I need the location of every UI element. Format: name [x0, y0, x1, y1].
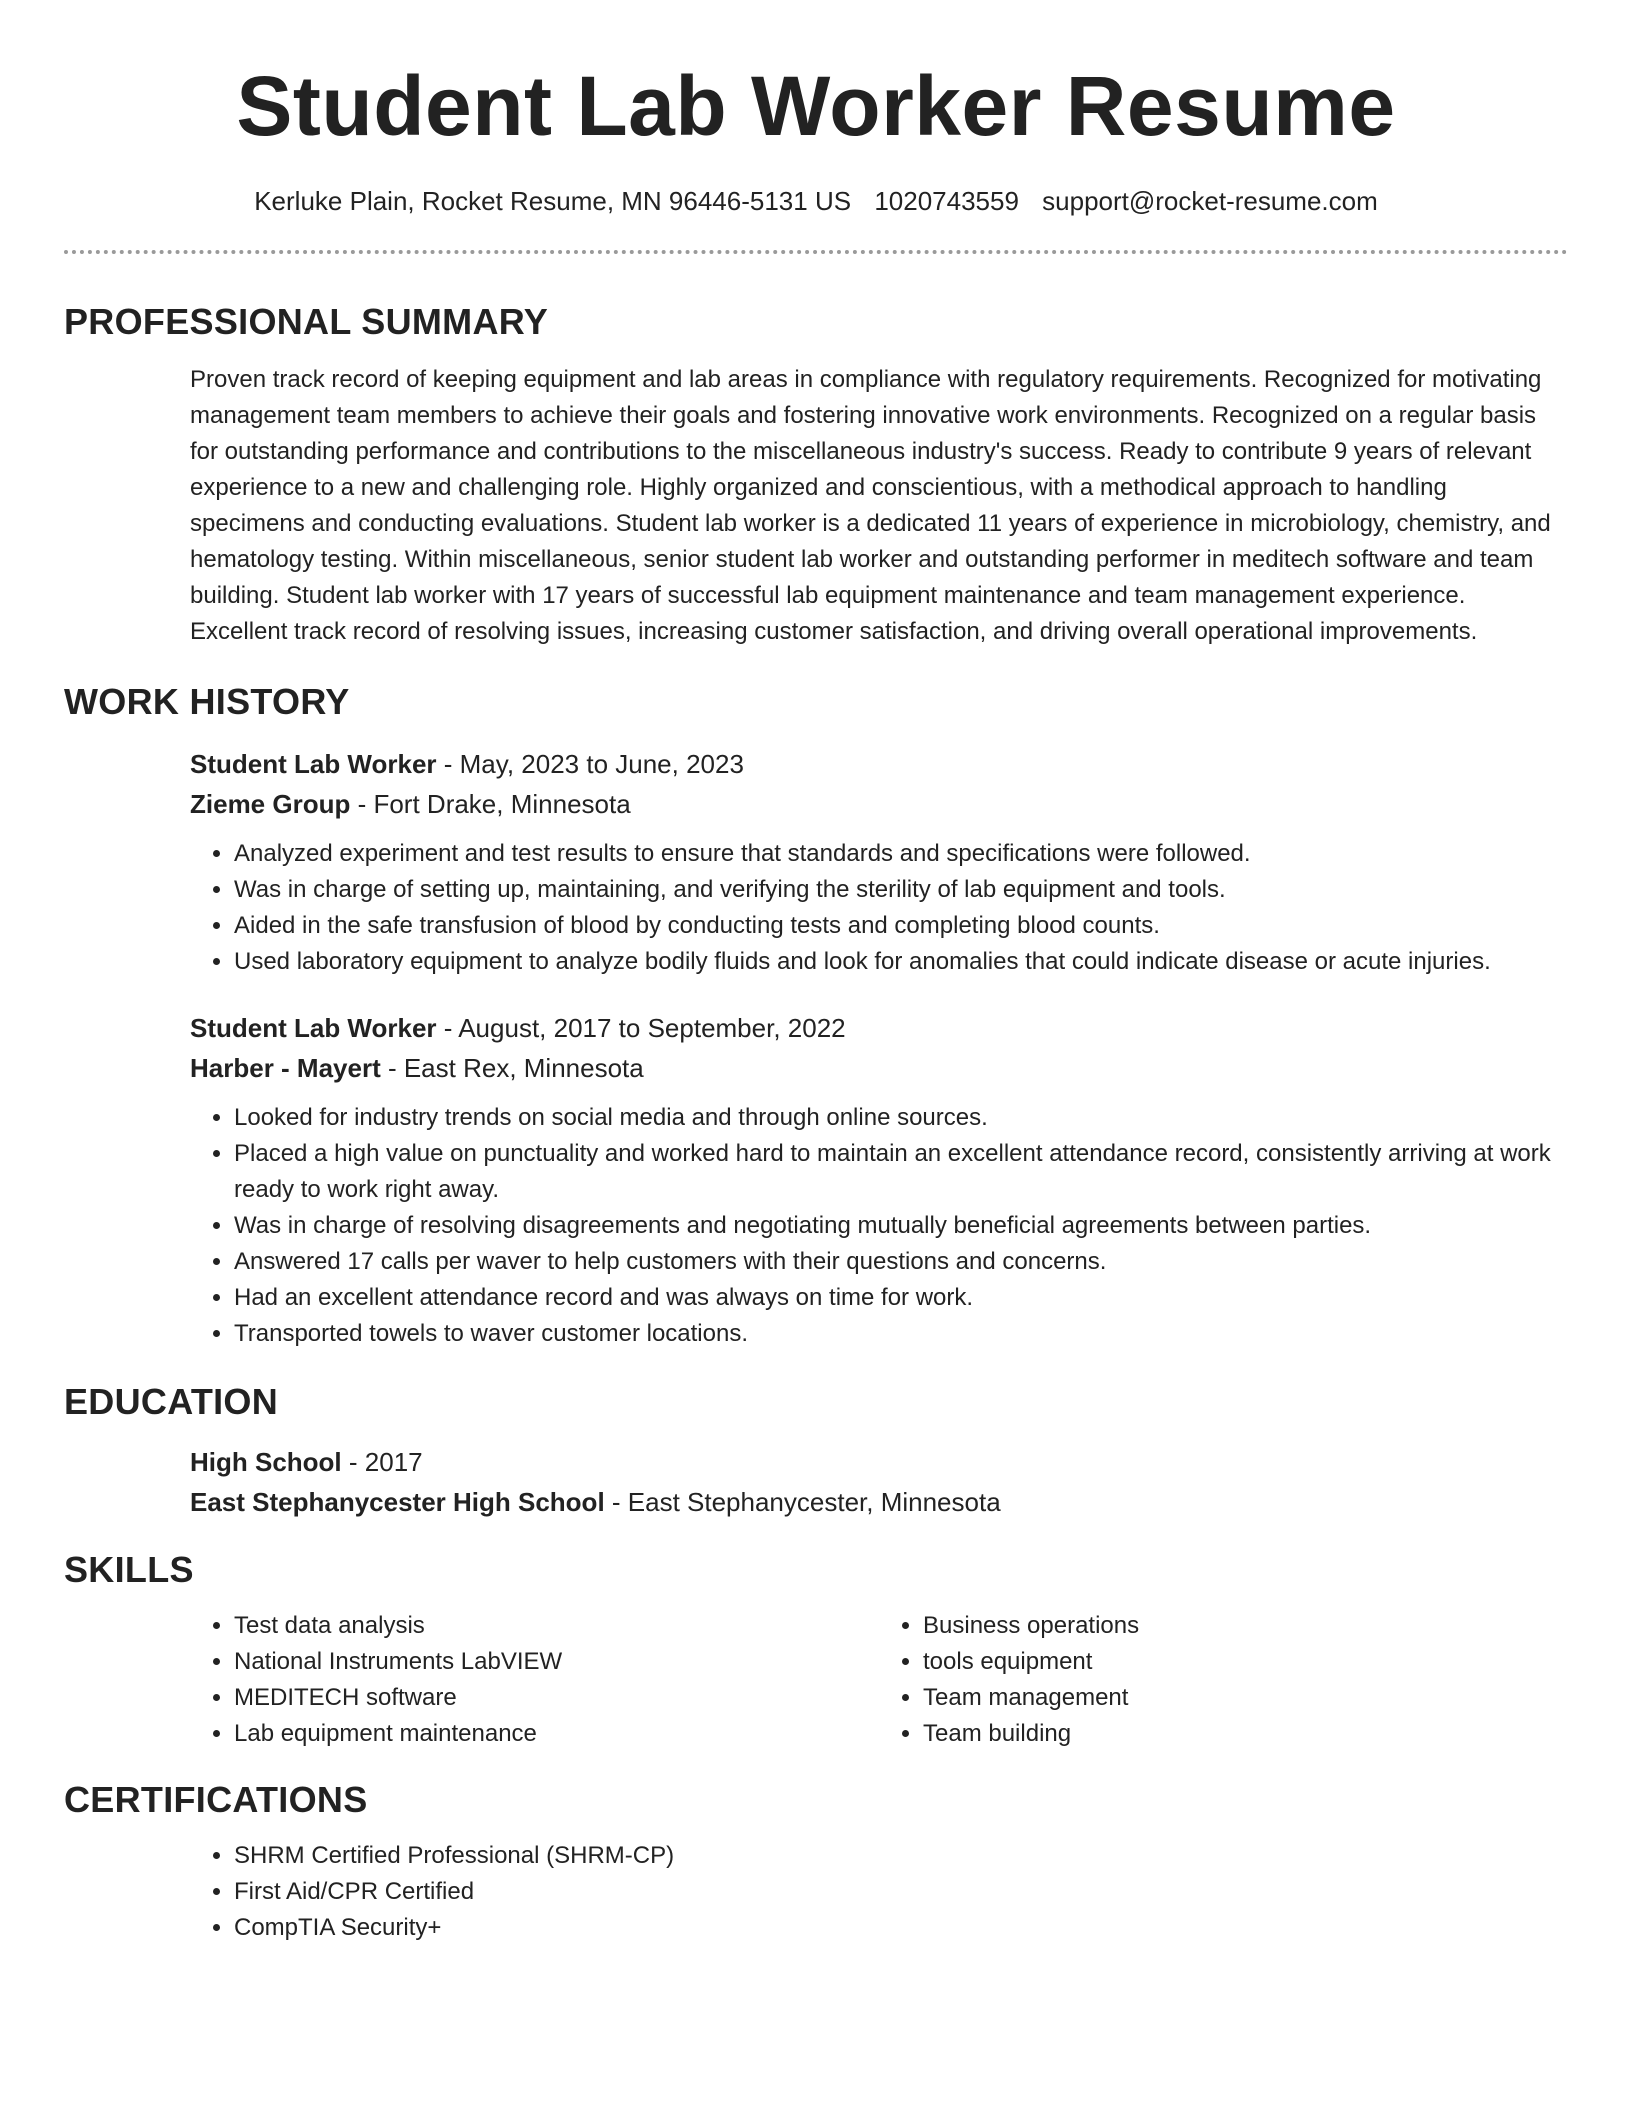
list-item: • First Aid/CPR Certified	[234, 1874, 1568, 1910]
job-title-line	[190, 1008, 1568, 1048]
list-item: • Had an excellent attendance record and was always on time for work.	[234, 1280, 1568, 1316]
list-item: • National Instruments LabVIEW	[234, 1644, 879, 1680]
resume-title: Student Lab Worker Resume	[236, 59, 1396, 153]
education-school-line	[190, 1482, 1568, 1522]
job-location: - East Rex, Minnesota	[380, 1053, 644, 1083]
job-bullets	[190, 1100, 1568, 1352]
job-bullets	[190, 836, 1568, 980]
list-item: • Answered 17 calls per waver to help customers with their questions and concerns.	[234, 1244, 1568, 1280]
job-title: Student Lab Worker	[190, 1013, 437, 1043]
skills-list-left	[190, 1608, 879, 1752]
skills-list-right	[879, 1608, 1568, 1752]
work-history-heading: WORK HISTORY	[64, 681, 350, 722]
certifications-section	[190, 1838, 1568, 1946]
job-title: Student Lab Worker	[190, 749, 437, 779]
job-dates: - August, 2017 to September, 2022	[436, 1013, 846, 1043]
job-entry	[190, 1008, 1568, 1352]
list-item: • CompTIA Security+	[234, 1910, 1568, 1946]
list-item: • Was in charge of setting up, maintaining, and verifying the sterility of lab equipment and tools.	[234, 872, 1568, 908]
education-school: East Stephanycester High School	[190, 1487, 605, 1517]
job-title-line	[190, 744, 1568, 784]
education-heading: EDUCATION	[64, 1381, 279, 1422]
certifications-list	[190, 1838, 1568, 1946]
list-item: • Used laboratory equipment to analyze bodily fluids and look for anomalies that could indicate disease or acute injuries.	[234, 944, 1568, 980]
education-degree-line	[190, 1442, 1568, 1482]
list-item: • Transported towels to waver customer locations.	[234, 1316, 1568, 1352]
education-year: - 2017	[341, 1447, 423, 1477]
list-item: • MEDITECH software	[234, 1680, 879, 1716]
list-item: • Was in charge of resolving disagreements and negotiating mutually beneficial agreements between parties.	[234, 1208, 1568, 1244]
list-item: • Looked for industry trends on social media and through online sources.	[234, 1100, 1568, 1136]
job-company-line	[190, 784, 1568, 824]
education-location: - East Stephanycester, Minnesota	[604, 1487, 1001, 1517]
list-item: • Placed a high value on punctuality and worked hard to maintain an excellent attendance record, consistently arriving at work ready to work right away.	[234, 1136, 1568, 1208]
summary-text: Proven track record of keeping equipment and lab areas in compliance with regulatory requirements. Recognized for motivating management team members to achieve their goals and fostering innovative work environments. Recognized on a regular basis for outstanding performance and contributions to the miscellaneous industry's success. Ready to contribute 9 years of relevant experience to a new and challenging role. Highly organized and conscientious, with a methodical approach to handling specimens and conducting evaluations. Student lab worker is a dedicated 11 years of experience in microbiology, chemistry, and hematology testing. Within miscellaneous, senior student lab worker and outstanding performer in meditech software and team building. Student lab worker with 17 years of successful lab equipment maintenance and team management experience. Excellent track record of resolving issues, increasing customer satisfaction, and driving overall operational improvements.	[190, 366, 1551, 645]
job-entry	[190, 744, 1568, 980]
contact-email: support@rocket-resume.com	[1042, 186, 1378, 216]
education-degree: High School	[190, 1447, 342, 1477]
header-divider	[64, 250, 1568, 254]
education-section	[190, 1442, 1568, 1522]
summary-heading: PROFESSIONAL SUMMARY	[64, 301, 549, 342]
contact-address: Kerluke Plain, Rocket Resume, MN 96446-5131 US	[254, 186, 852, 216]
list-item: • tools equipment	[923, 1644, 1568, 1680]
job-company: Zieme Group	[190, 789, 351, 819]
list-item: • Business operations	[923, 1608, 1568, 1644]
list-item: • Team management	[923, 1680, 1568, 1716]
list-item: • Aided in the safe transfusion of blood by conducting tests and completing blood counts.	[234, 908, 1568, 944]
certifications-heading: CERTIFICATIONS	[64, 1779, 368, 1820]
list-item: • Test data analysis	[234, 1608, 879, 1644]
list-item: • Lab equipment maintenance	[234, 1716, 879, 1752]
list-item: • Team building	[923, 1716, 1568, 1752]
list-item: • Analyzed experiment and test results to ensure that standards and specifications were followed.	[234, 836, 1568, 872]
skills-heading: SKILLS	[64, 1549, 194, 1590]
job-company-line	[190, 1048, 1568, 1088]
job-company: Harber - Mayert	[190, 1053, 381, 1083]
summary-section	[190, 362, 1568, 650]
work-history-section	[190, 744, 1568, 1352]
contact-line	[64, 184, 1568, 218]
job-location: - Fort Drake, Minnesota	[350, 789, 631, 819]
contact-phone: 1020743559	[874, 186, 1019, 216]
list-item: • SHRM Certified Professional (SHRM-CP)	[234, 1838, 1568, 1874]
job-dates: - May, 2023 to June, 2023	[436, 749, 744, 779]
skills-section	[190, 1608, 1568, 1752]
